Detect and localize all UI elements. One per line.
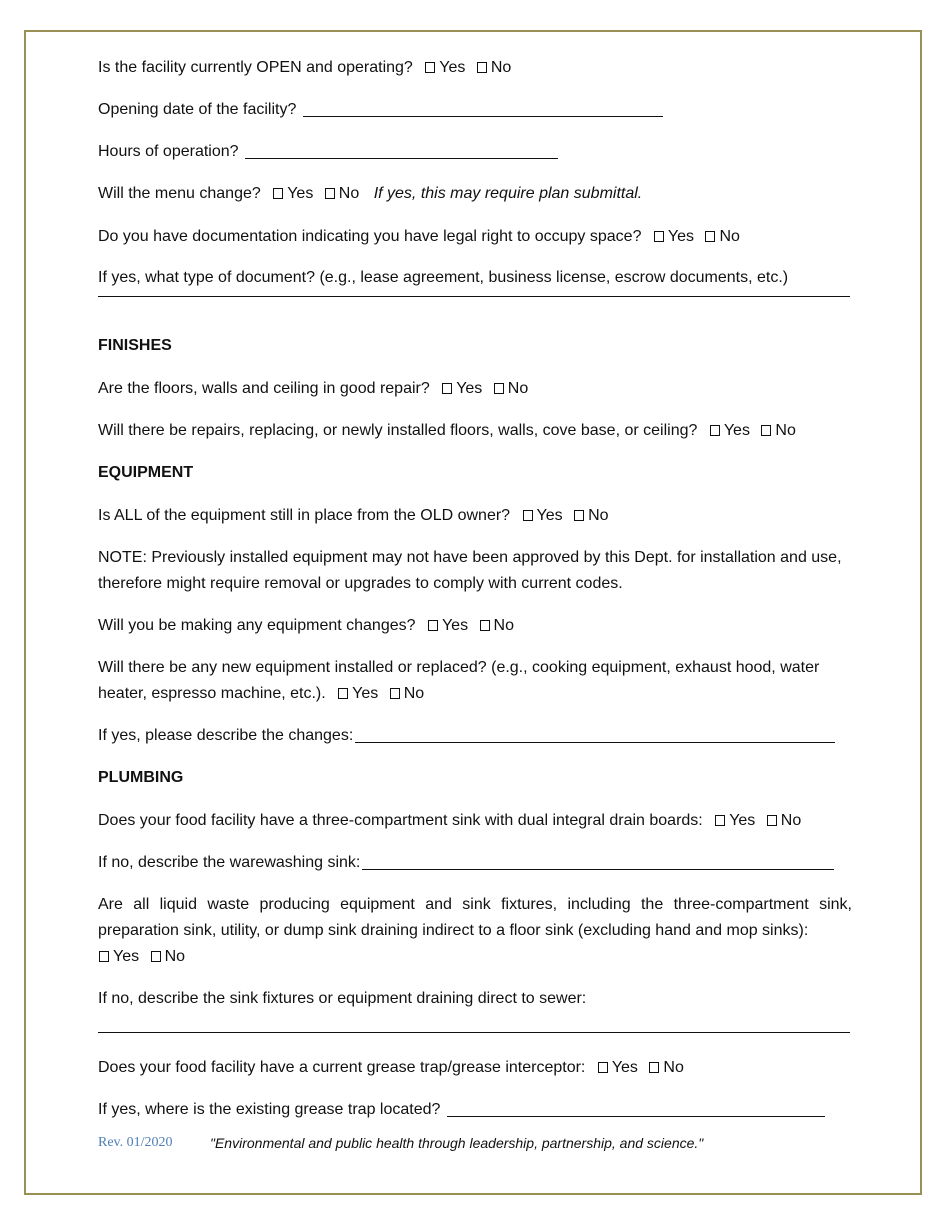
no-checkbox[interactable] [325, 188, 335, 199]
yes-checkbox[interactable] [425, 62, 435, 73]
question-equipment-changes [98, 616, 514, 636]
question-three-compartment [98, 811, 801, 831]
yes-label: Yes [729, 812, 756, 829]
question-text: If no, describe the warewashing sink: [98, 854, 361, 871]
no-checkbox[interactable] [574, 510, 584, 521]
no-checkbox[interactable] [477, 62, 487, 73]
question-text: Are the floors, walls and ceiling in good repair? [98, 380, 430, 397]
question-text: Are all liquid waste producing equipment and sink fixtures, including the three-compartment sink, preparation sink, utility, or dump sink draining indirect to a floor sink (excluding hand and mop sinks): [98, 896, 852, 939]
yes-label: Yes [611, 1059, 638, 1076]
grease-location-field[interactable] [447, 1100, 825, 1117]
footer-quote: "Environmental and public health through leadership, partnership, and science." [210, 1135, 704, 1151]
no-checkbox[interactable] [494, 383, 504, 394]
question-text: Does your food facility have a three-compartment sink with dual integral drain boards: [98, 812, 703, 829]
yes-checkbox[interactable] [523, 510, 533, 521]
question-new-equipment [98, 655, 852, 707]
yes-checkbox[interactable] [710, 425, 720, 436]
yes-label: Yes [723, 422, 750, 439]
no-checkbox[interactable] [151, 951, 161, 962]
question-text: Will the menu change? [98, 185, 261, 202]
yes-checkbox[interactable] [598, 1062, 608, 1073]
question-open [98, 58, 511, 78]
direct-drain-field[interactable] [98, 1032, 850, 1033]
yes-checkbox[interactable] [715, 815, 725, 826]
question-grease-location [98, 1100, 825, 1120]
no-label: No [403, 685, 425, 702]
question-repairs-planned [98, 421, 796, 441]
yes-checkbox[interactable] [654, 231, 664, 242]
question-menu [98, 184, 642, 204]
plumbing-heading: PLUMBING [98, 769, 184, 786]
question-text: If no, describe the sink fixtures or equipment draining direct to sewer: [98, 990, 587, 1007]
question-text: Will you be making any equipment changes? [98, 617, 416, 634]
no-label: No [663, 1059, 684, 1076]
page-border [24, 30, 922, 1195]
no-checkbox[interactable] [480, 620, 490, 631]
no-label: No [588, 507, 609, 524]
equipment-note: NOTE: Previously installed equipment may not have been approved by this Dept. for installation and use, therefore might require removal or upgrades to comply with current codes. [98, 549, 842, 592]
revision-label: Rev. 01/2020 [98, 1135, 173, 1150]
yes-label: Yes [456, 380, 483, 397]
yes-label: Yes [287, 185, 314, 202]
question-doc-type [98, 268, 788, 288]
yes-label: Yes [113, 948, 140, 965]
yes-checkbox[interactable] [99, 951, 109, 962]
yes-checkbox[interactable] [338, 688, 348, 699]
question-text: Opening date of the facility? [98, 101, 297, 118]
no-label: No [719, 228, 740, 245]
question-legal-right [98, 227, 740, 247]
question-repair [98, 379, 528, 399]
question-text: Hours of operation? [98, 143, 239, 160]
no-checkbox[interactable] [761, 425, 771, 436]
no-checkbox[interactable] [705, 231, 715, 242]
equipment-heading: EQUIPMENT [98, 464, 194, 481]
no-label: No [164, 948, 186, 965]
yes-label: Yes [439, 59, 466, 76]
warewashing-field[interactable] [362, 853, 834, 870]
question-text: Will there be repairs, replacing, or newly installed floors, walls, cove base, or ceiling? [98, 422, 698, 439]
no-label: No [775, 422, 796, 439]
question-text: Is ALL of the equipment still in place from the OLD owner? [98, 507, 511, 524]
no-label: No [493, 617, 514, 634]
question-text: If yes, what type of document? (e.g., lease agreement, business license, escrow documents, etc.) [98, 269, 789, 286]
doc-type-field[interactable] [98, 296, 850, 297]
question-text: Does your food facility have a current grease trap/grease interceptor: [98, 1059, 586, 1076]
no-label: No [338, 185, 360, 202]
question-text: Will there be any new equipment installed or replaced? (e.g., cooking equipment, exhaust hood, water heater, espresso machine, etc.). [98, 659, 820, 702]
question-direct-drain [98, 989, 586, 1009]
yes-checkbox[interactable] [273, 188, 283, 199]
question-old-owner [98, 506, 609, 526]
question-hours [98, 142, 558, 162]
yes-label: Yes [352, 685, 379, 702]
question-describe-changes [98, 726, 835, 746]
yes-label: Yes [667, 228, 695, 245]
yes-checkbox[interactable] [428, 620, 438, 631]
question-grease-trap [98, 1058, 684, 1078]
yes-label: Yes [441, 617, 469, 634]
no-checkbox[interactable] [767, 815, 777, 826]
no-checkbox[interactable] [649, 1062, 659, 1073]
yes-label: Yes [536, 507, 563, 524]
no-label: No [507, 380, 529, 397]
question-text: If yes, where is the existing grease trap located? [98, 1101, 441, 1118]
question-warewashing [98, 853, 834, 873]
question-opening-date [98, 100, 663, 120]
question-text: Is the facility currently OPEN and operating? [98, 59, 413, 76]
no-label: No [780, 812, 802, 829]
question-text: If yes, please describe the changes: [98, 727, 354, 744]
question-text: Do you have documentation indicating you have legal right to occupy space? [98, 228, 642, 245]
finishes-heading: FINISHES [98, 337, 172, 354]
hours-field[interactable] [245, 142, 558, 159]
no-checkbox[interactable] [390, 688, 400, 699]
menu-note: If yes, this may require plan submittal. [373, 185, 643, 202]
question-indirect-drain [98, 892, 852, 970]
yes-checkbox[interactable] [442, 383, 452, 394]
opening-date-field[interactable] [303, 100, 663, 117]
no-label: No [490, 59, 512, 76]
describe-changes-field[interactable] [355, 726, 835, 743]
